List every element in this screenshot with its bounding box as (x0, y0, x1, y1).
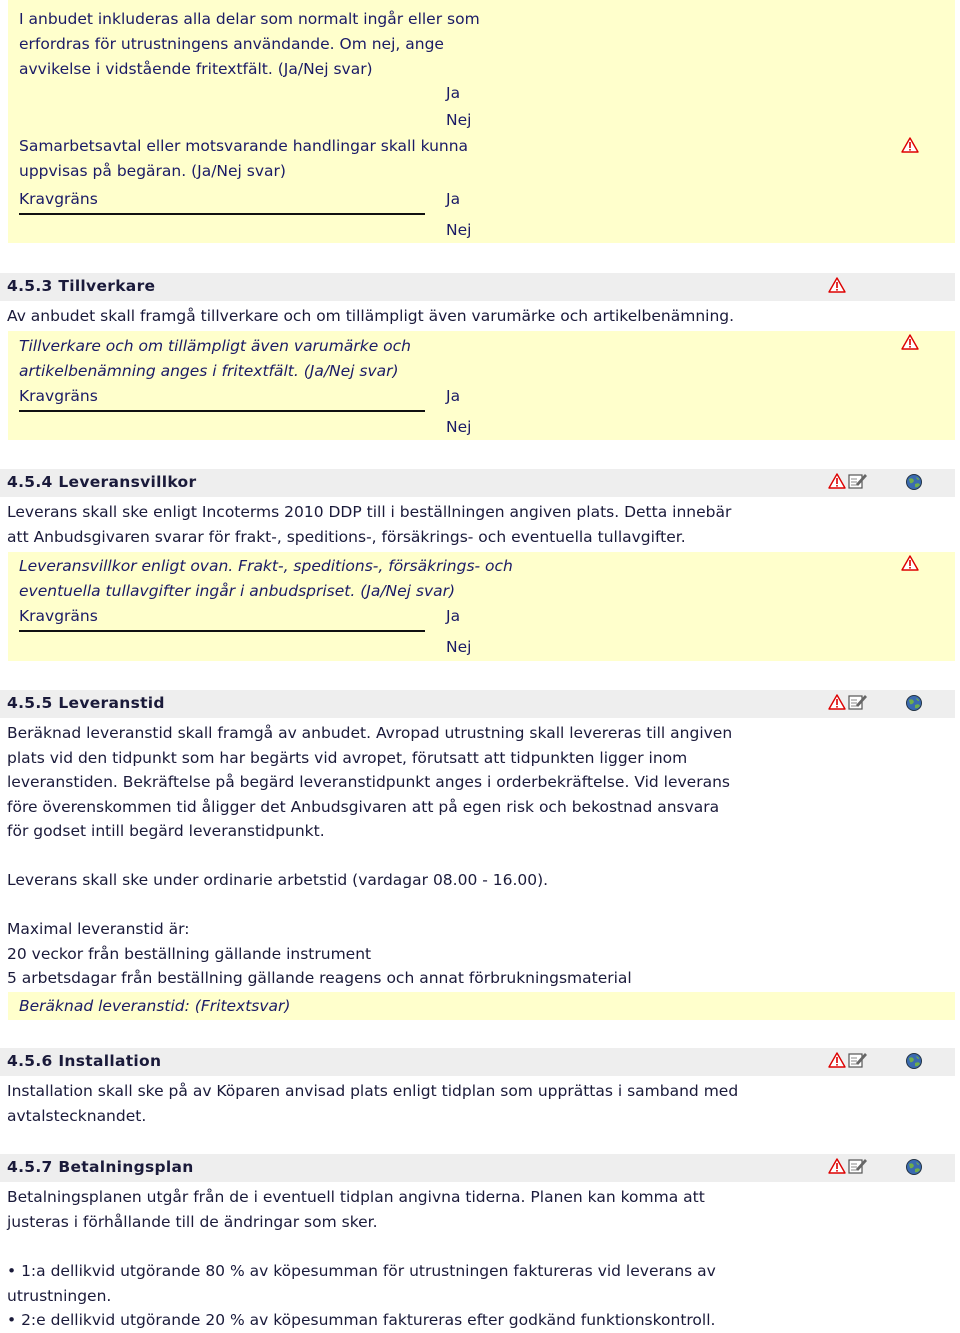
list-item: • 1:a dellikvid utgörande 80 % av köpesumman för utrustningen faktureras vid leverans av (7, 1262, 716, 1280)
kravgrans-label: Kravgräns (19, 190, 98, 208)
list-item: • 2:e dellikvid utgörande 20 % av köpesumman faktureras efter godkänd funktionskontroll. (7, 1311, 716, 1329)
option-no[interactable]: Nej (446, 221, 472, 239)
globe-icon[interactable] (905, 473, 923, 491)
warning-icon (901, 555, 921, 573)
question-block-leveranstid (8, 992, 955, 1020)
section-title: 4.5.5 Leveranstid (7, 694, 165, 712)
section-header-leveranstid (0, 690, 955, 718)
section-body: Betalningsplanen utgår från de i eventuell tidplan angivna tiderna. Planen kan komma att justeras i förhållande till de ändringar som sker. (7, 1188, 705, 1231)
section-title: 4.5.3 Tillverkare (7, 277, 156, 295)
section-body: Installation skall ske på av Köparen anvisad plats enligt tidplan som upprättas i samband med avtalstecknandet. (7, 1082, 739, 1125)
option-yes[interactable]: Ja (446, 84, 461, 102)
divider (19, 410, 425, 412)
divider (19, 213, 425, 215)
kravgrans-label: Kravgräns (19, 607, 98, 625)
section-title: 4.5.7 Betalningsplan (7, 1158, 194, 1176)
section-header-leveransvillkor (0, 469, 955, 497)
question-text: Samarbetsavtal eller motsvarande handlingar skall kunna uppvisas på begäran. (Ja/Nej svar) (19, 137, 469, 180)
edit-icon[interactable] (848, 693, 868, 711)
divider (19, 630, 425, 632)
option-yes[interactable]: Ja (446, 387, 461, 405)
option-no[interactable]: Nej (446, 418, 472, 436)
question-block-tillverkare (8, 331, 955, 440)
warning-icon (828, 694, 848, 712)
warning-icon (901, 137, 921, 155)
warning-icon (828, 277, 848, 295)
question-block-inkluderas (8, 0, 955, 243)
question-text: Leveransvillkor enligt ovan. Frakt-, speditions-, försäkrings- och eventuella tullavgifter ingår i anbudspriset. (Ja/Nej svar) (19, 557, 513, 600)
edit-icon[interactable] (848, 1051, 868, 1069)
section-body: Beräknad leveranstid skall framgå av anbudet. Avropad utrustning skall levereras till angiven plats vid den tidpunkt som har begärts vid avropet, förutsatt att tidpunkten ligger inom leveranstiden. Bekräftelse på begärd leveranstidpunkt anges i orderbekräftelse. Vid leverans före överenskommen tid åligger det Anbudsgivaren att på egen risk och bekostnad ansvara för godset intill begärd leveranstidpunkt. (7, 724, 733, 840)
question-text: I anbudet inkluderas alla delar som normalt ingår eller som erfordras för utrustningens användande. Om nej, ange avvikelse i vidstående fritextfält. (Ja/Nej svar) (19, 10, 480, 78)
edit-icon[interactable] (848, 472, 868, 490)
list-item: utrustningen. (7, 1286, 112, 1305)
kravgrans-label: Kravgräns (19, 387, 98, 405)
question-block-leveransvillkor (8, 552, 955, 661)
section-body-maxtime: Maximal leveranstid är: 20 veckor från beställning gällande instrument 5 arbetsdagar från beställning gällande reagens och annat förbrukningsmaterial (7, 920, 632, 987)
option-yes[interactable]: Ja (446, 607, 461, 625)
section-title: 4.5.4 Leveransvillkor (7, 473, 197, 491)
globe-icon[interactable] (905, 694, 923, 712)
section-body: Av anbudet skall framgå tillverkare och om tillämpligt även varumärke och artikelbenämning. (7, 307, 735, 325)
warning-icon (901, 334, 921, 352)
warning-icon (828, 1158, 848, 1176)
edit-icon[interactable] (848, 1157, 868, 1175)
warning-icon (828, 1052, 848, 1070)
option-no[interactable]: Nej (446, 638, 472, 656)
globe-icon[interactable] (905, 1052, 923, 1070)
section-header-betalningsplan (0, 1154, 955, 1182)
section-body-worktime: Leverans skall ske under ordinarie arbetstid (vardagar 08.00 - 16.00). (7, 871, 549, 889)
section-header-tillverkare (0, 273, 955, 301)
question-text: Tillverkare och om tillämpligt även varumärke och artikelbenämning anges i fritextfält. (Ja/Nej svar) (19, 337, 411, 380)
section-title: 4.5.6 Installation (7, 1052, 162, 1070)
option-no[interactable]: Nej (446, 111, 472, 129)
warning-icon (828, 473, 848, 491)
question-text[interactable]: Beräknad leveranstid: (Fritextsvar) (19, 997, 291, 1015)
payment-list (7, 1259, 807, 1333)
section-body: Leverans skall ske enligt Incoterms 2010 DDP till i beställningen angiven plats. Detta innebär att Anbudsgivaren svarar för frakt-, speditions-, försäkrings- och eventuella tullavgifter. (7, 503, 732, 546)
option-yes[interactable]: Ja (446, 190, 461, 208)
section-header-installation (0, 1048, 955, 1076)
globe-icon[interactable] (905, 1158, 923, 1176)
